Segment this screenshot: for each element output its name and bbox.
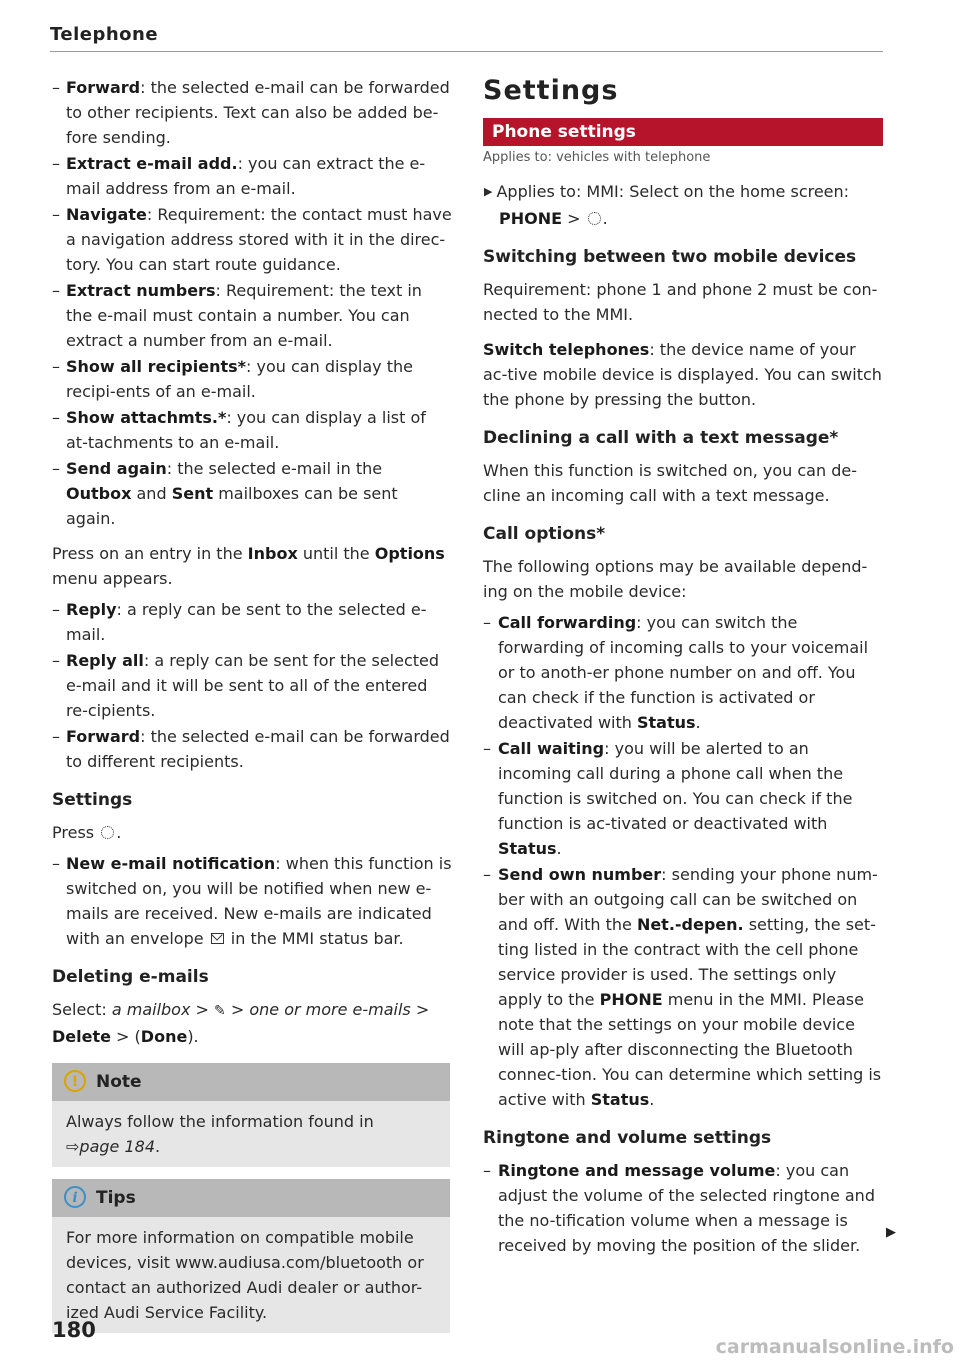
term: Show attachmts.* [66, 408, 227, 427]
switching-heading: Switching between two mobile devices [483, 247, 857, 267]
applies-note: Applies to: vehicles with telephone [483, 150, 711, 165]
text: ). [187, 1027, 199, 1046]
page-number: 180 [52, 1318, 96, 1342]
status-label: Status [636, 713, 696, 732]
description: : a reply can be sent to the selected e-mail. [66, 600, 427, 644]
text: . [649, 1090, 655, 1109]
term: Navigate [66, 205, 147, 224]
term: Reply [66, 600, 117, 619]
text: . [695, 713, 701, 732]
paragraph: The following options may be available depend-ing on the mobile device: [483, 557, 868, 601]
section-header: Telephone [50, 24, 159, 45]
deleting-heading: Deleting e-mails [52, 967, 209, 987]
tips-title: Tips [96, 1188, 136, 1208]
text: Always follow the information found in [66, 1112, 374, 1131]
phone-label: PHONE [599, 990, 663, 1009]
term: Switch telephones [483, 340, 650, 359]
list-item [52, 354, 452, 404]
term: Forward [66, 78, 141, 97]
list-item [52, 405, 452, 455]
note-title: Note [96, 1072, 142, 1092]
text: . [602, 209, 608, 228]
status-label: Status [498, 839, 557, 858]
list-item [52, 597, 452, 647]
separator: > [190, 1000, 215, 1019]
term: Forward [66, 727, 141, 746]
term: Send again [66, 459, 167, 478]
text: Select: [52, 1000, 112, 1019]
header-divider [50, 51, 883, 52]
list-item [52, 648, 452, 723]
text: mailboxes can be sent again. [66, 484, 398, 528]
text: setting, the set-ting listed in the contract with the cell phone service provider is used. The settings only apply to the [498, 915, 876, 1009]
text: : you can adjust the volume of the selected ringtone and the no-tification volume when a message is received by moving the position of the slider. [498, 1161, 875, 1255]
done-label: Done [140, 1027, 188, 1046]
triangle-bullet-icon: ▶ [484, 185, 493, 198]
description: : a reply can be sent for the selected e-mail and it will be sent to all of the entered re-cipients. [66, 651, 440, 720]
note-box [52, 1063, 450, 1167]
term: Send own number [498, 865, 662, 884]
declining-heading: Declining a call with a text message* [483, 428, 839, 448]
paragraph [52, 541, 452, 591]
description: : you can display the recipi-ents of an e-mail. [66, 357, 413, 401]
term: Call forwarding [498, 613, 637, 632]
edit-pencil-icon: ✎ [214, 1003, 226, 1019]
sent-label: Sent [171, 484, 214, 503]
text: until the [297, 544, 375, 563]
text: : the selected e-mail in the [166, 459, 383, 478]
description: : the selected e-mail can be forwarded to other recipients. Text can also be added be-fore sending. [66, 78, 450, 147]
note-body [52, 1101, 450, 1167]
options-label: Options [374, 544, 445, 563]
list-item [52, 851, 452, 951]
term: Ringtone and message volume [498, 1161, 776, 1180]
arrow-right-icon: ⇨ [66, 1137, 80, 1156]
term: Show all recipients* [66, 357, 247, 376]
text: Press [52, 823, 95, 842]
text: Press on an entry in the [52, 544, 248, 563]
term: Call waiting [498, 739, 605, 758]
description: in the MMI status bar. [225, 929, 404, 948]
outbox-label: Outbox [66, 484, 132, 503]
description: : when this function is switched on, you will be notified when new e-mails are received. New e-mails are indicated with an envelope [66, 854, 452, 948]
text: menu in the MMI. Please note that the settings on your mobile device will ap-ply after disconnecting the Bluetooth connec-tion. You can determine which setting is active with [498, 990, 882, 1109]
list-item [52, 202, 452, 277]
text: > ( [110, 1027, 141, 1046]
paragraph: Requirement: phone 1 and phone 2 must be con-nected to the MMI. [483, 280, 878, 324]
tips-body: For more information on compatible mobile devices, visit www.audiusa.com/bluetooth or contact an authorized Audi dealer or author-ized Audi Service Facility. [52, 1217, 450, 1333]
description: : you can display a list of at-tachments to an e-mail. [66, 408, 426, 452]
page-reference-link[interactable]: page 184 [79, 1137, 155, 1156]
tips-header [52, 1179, 450, 1217]
settings-gear-icon [101, 826, 114, 839]
list-item [52, 456, 452, 531]
ringtone-heading: Ringtone and volume settings [483, 1128, 772, 1148]
instruction [483, 179, 885, 231]
netdepen-label: Net.-depen. [636, 915, 744, 934]
list-item [52, 151, 452, 201]
settings-gear-icon [588, 212, 601, 225]
list-item [483, 1158, 885, 1258]
list-item [52, 724, 452, 774]
text: menu appears. [52, 569, 173, 588]
paragraph: When this function is switched on, you can de-cline an incoming call with a text message. [483, 461, 857, 505]
description: : the selected e-mail can be forwarded to different recipients. [66, 727, 450, 771]
text: . [155, 1137, 161, 1156]
text: : sending your phone num-ber with an outgoing call can be switched on and off. With the [498, 865, 878, 934]
text: a mailbox [111, 1000, 191, 1019]
text: : you can switch the forwarding of incoming calls to your voicemail or to anoth-er phone number on and off. You can check if the function is activated or deactivated with [498, 613, 869, 732]
call-options-heading: Call options* [483, 524, 606, 544]
envelope-icon [211, 933, 224, 944]
list-item [483, 862, 885, 1112]
list-item [483, 610, 885, 735]
paragraph [483, 337, 885, 412]
inbox-label: Inbox [247, 544, 298, 563]
separator: > [225, 1000, 250, 1019]
list-item [52, 75, 452, 150]
paragraph [52, 997, 452, 1049]
left-column [52, 75, 452, 1333]
list-item [52, 278, 452, 353]
status-label: Status [590, 1090, 650, 1109]
list-item [483, 736, 885, 861]
description: : Requirement: the text in the e-mail must contain a number. You can extract a number from an e-mail. [66, 281, 422, 350]
note-header [52, 1063, 450, 1101]
text: > [562, 209, 586, 228]
term: New e-mail notification [66, 854, 276, 873]
right-column [483, 75, 885, 1259]
settings-heading: Settings [52, 790, 133, 810]
term: Extract numbers [66, 281, 216, 300]
paragraph: Press . [52, 823, 122, 842]
page-title: Settings [483, 75, 619, 106]
separator: > [410, 1000, 430, 1019]
text: : you will be alerted to an incoming call during a phone call when the function is switched on. You can check if the function is ac-tivated or deactivated with [498, 739, 853, 833]
description: : Requirement: the contact must have a navigation address stored with it in the direc-tory. You can start route guidance. [66, 205, 452, 274]
text: one or more e-mails [249, 1000, 411, 1019]
continue-arrow-icon: ▶ [886, 1225, 896, 1240]
text: and [131, 484, 172, 503]
tips-box [52, 1179, 450, 1333]
note-icon: ! [64, 1070, 86, 1092]
section-bar: Phone settings [483, 118, 883, 146]
info-icon: i [64, 1186, 86, 1208]
term: Reply all [66, 651, 144, 670]
description: : you can extract the e-mail address from an e-mail. [66, 154, 426, 198]
watermark: carmanualsonline.info [715, 1336, 954, 1358]
text: : the device name of your ac-tive mobile device is displayed. You can switch the phone by pressing the button. [483, 340, 882, 409]
term: Extract e-mail add. [66, 154, 238, 173]
text: Applies to: MMI: Select on the home screen: [496, 182, 850, 201]
delete-label: Delete [52, 1027, 111, 1046]
phone-label: PHONE [499, 209, 563, 228]
text: . [556, 839, 562, 858]
